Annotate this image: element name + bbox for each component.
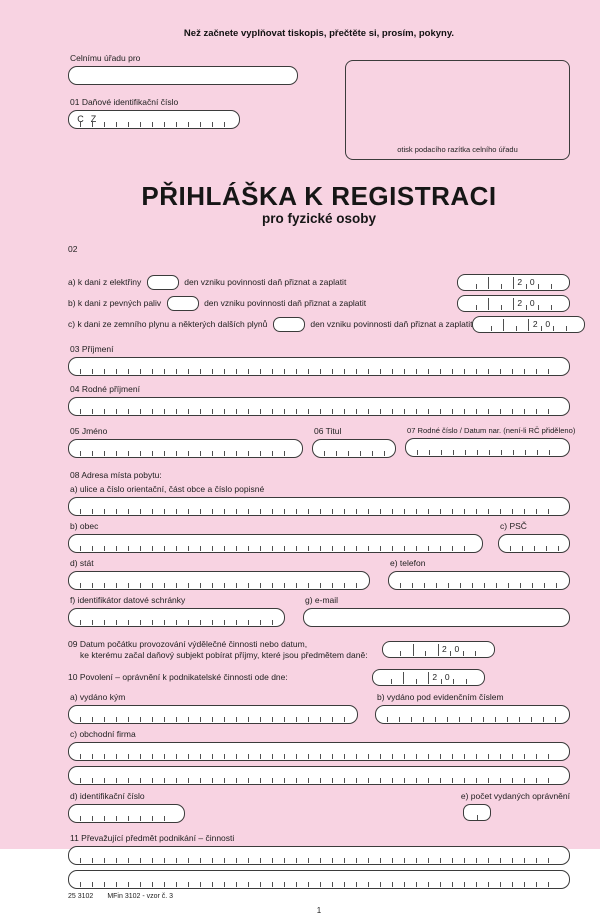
footer-code: 25 3102 <box>68 892 94 900</box>
field08g-label: g) e-mail <box>305 595 339 606</box>
tax-row-suffix: den vzniku povinnosti daň přiznat a zaplatit <box>310 319 473 330</box>
page-title: PŘIHLÁŠKA K REGISTRACI <box>141 181 497 211</box>
field08e-label: e) telefon <box>390 558 426 569</box>
field10c-label: c) obchodní firma <box>70 728 136 739</box>
tax-row-natural-gas <box>68 316 570 332</box>
email-input[interactable] <box>303 608 570 627</box>
phone-input[interactable] <box>388 571 570 590</box>
field10e-label: e) počet vydaných oprávnění <box>460 790 570 801</box>
tax-natural-gas-date-input[interactable]: 2 0 <box>472 316 585 333</box>
tax-id-input[interactable] <box>68 110 240 129</box>
field08c-label: c) PSČ <box>500 521 527 532</box>
field10a-label: a) vydáno kým <box>70 691 126 702</box>
form-footer <box>68 893 570 900</box>
footer-form-id: MFin 3102 - vzor č. 3 <box>107 892 174 900</box>
business-name-input-2[interactable] <box>68 766 570 785</box>
tax-row-label: c) k dani ze zemního plynu a některých dalších plynů <box>68 319 268 330</box>
stamp-caption: otisk podacího razítka celního úřadu <box>397 145 518 154</box>
tax-row-suffix: den vzniku povinnosti daň přiznat a zaplatit <box>204 298 367 309</box>
birth-surname-input[interactable] <box>68 397 570 416</box>
street-input[interactable] <box>68 497 570 516</box>
surname-input[interactable] <box>68 357 570 376</box>
title-input[interactable] <box>312 439 396 458</box>
section-02-label: 02 <box>68 244 78 255</box>
tax-row-label: b) k dani z pevných paliv <box>68 298 162 309</box>
field01-label: 01 Daňové identifikační číslo <box>70 97 179 107</box>
field07-label: 07 Rodné číslo / Datum nar. (není-li RČ přiděleno) <box>407 426 576 436</box>
field08b-label: b) obec <box>70 521 99 532</box>
tax-row-suffix: den vzniku povinnosti daň přiznat a zaplatit <box>184 277 347 288</box>
registration-number-input[interactable] <box>375 705 570 724</box>
field09-label: 09 Datum počátku provozování výdělečné činnosti nebo datum, ke kterému začal daňový subjekt pobírat příjmy, které jsou předmětem daně: <box>68 639 368 660</box>
office-label: Celnímu úřadu pro <box>70 53 141 63</box>
activity-start-date-input[interactable]: 2 0 <box>382 641 495 658</box>
main-business-input-1[interactable] <box>68 846 570 865</box>
field04-label: 04 Rodné příjmení <box>70 384 140 395</box>
business-name-input-1[interactable] <box>68 742 570 761</box>
field10-label: 10 Povolení – oprávnění k podnikatelské činnosti ode dne: <box>68 671 288 682</box>
field10d-label: d) identifikační číslo <box>70 790 145 801</box>
field08a-label: a) ulice a číslo orientační, část obce a číslo popisné <box>70 484 265 495</box>
field06-label: 06 Titul <box>314 426 342 437</box>
page-number: 1 <box>316 905 322 915</box>
state-input[interactable] <box>68 571 370 590</box>
tax-row-solid-fuels <box>68 295 570 311</box>
tax-electricity-date-input[interactable]: 2 0 <box>457 274 570 291</box>
office-input[interactable] <box>68 66 298 85</box>
field05-label: 05 Jméno <box>70 426 108 437</box>
tax-electricity-checkbox[interactable] <box>147 275 179 290</box>
field10b-label: b) vydáno pod evidenčním číslem <box>377 691 504 702</box>
field11-label: 11 Převažující předmět podnikání – činnosti <box>70 832 235 843</box>
permit-count-input[interactable] <box>463 804 491 821</box>
issued-by-input[interactable] <box>68 705 358 724</box>
tax-row-label: a) k dani z elektřiny <box>68 277 142 288</box>
tax-row-electricity <box>68 274 570 290</box>
databox-id-input[interactable] <box>68 608 285 627</box>
first-name-input[interactable] <box>68 439 303 458</box>
company-id-input[interactable] <box>68 804 185 823</box>
birth-number-input[interactable] <box>405 438 570 457</box>
tax-natural-gas-checkbox[interactable] <box>273 317 305 332</box>
field08-label: 08 Adresa místa pobytu: <box>70 470 162 481</box>
city-input[interactable] <box>68 534 483 553</box>
postal-code-input[interactable] <box>498 534 570 553</box>
tax-solid-fuels-checkbox[interactable] <box>167 296 199 311</box>
field08d-label: d) stát <box>70 558 94 569</box>
field08f-label: f) identifikátor datové schránky <box>70 595 186 606</box>
tax-id-prefill-z: Z <box>90 114 97 124</box>
page-subtitle: pro fyzické osoby <box>261 211 377 227</box>
permit-date-input[interactable]: 2 0 <box>372 669 485 686</box>
main-business-input-2[interactable] <box>68 870 570 889</box>
field03-label: 03 Příjmení <box>70 344 114 355</box>
form-instruction: Než začnete vyplňovat tiskopis, přečtěte si, prosím, pokyny. <box>183 28 455 39</box>
tax-solid-fuels-date-input[interactable]: 2 0 <box>457 295 570 312</box>
tax-id-prefill-c: C <box>77 114 84 124</box>
